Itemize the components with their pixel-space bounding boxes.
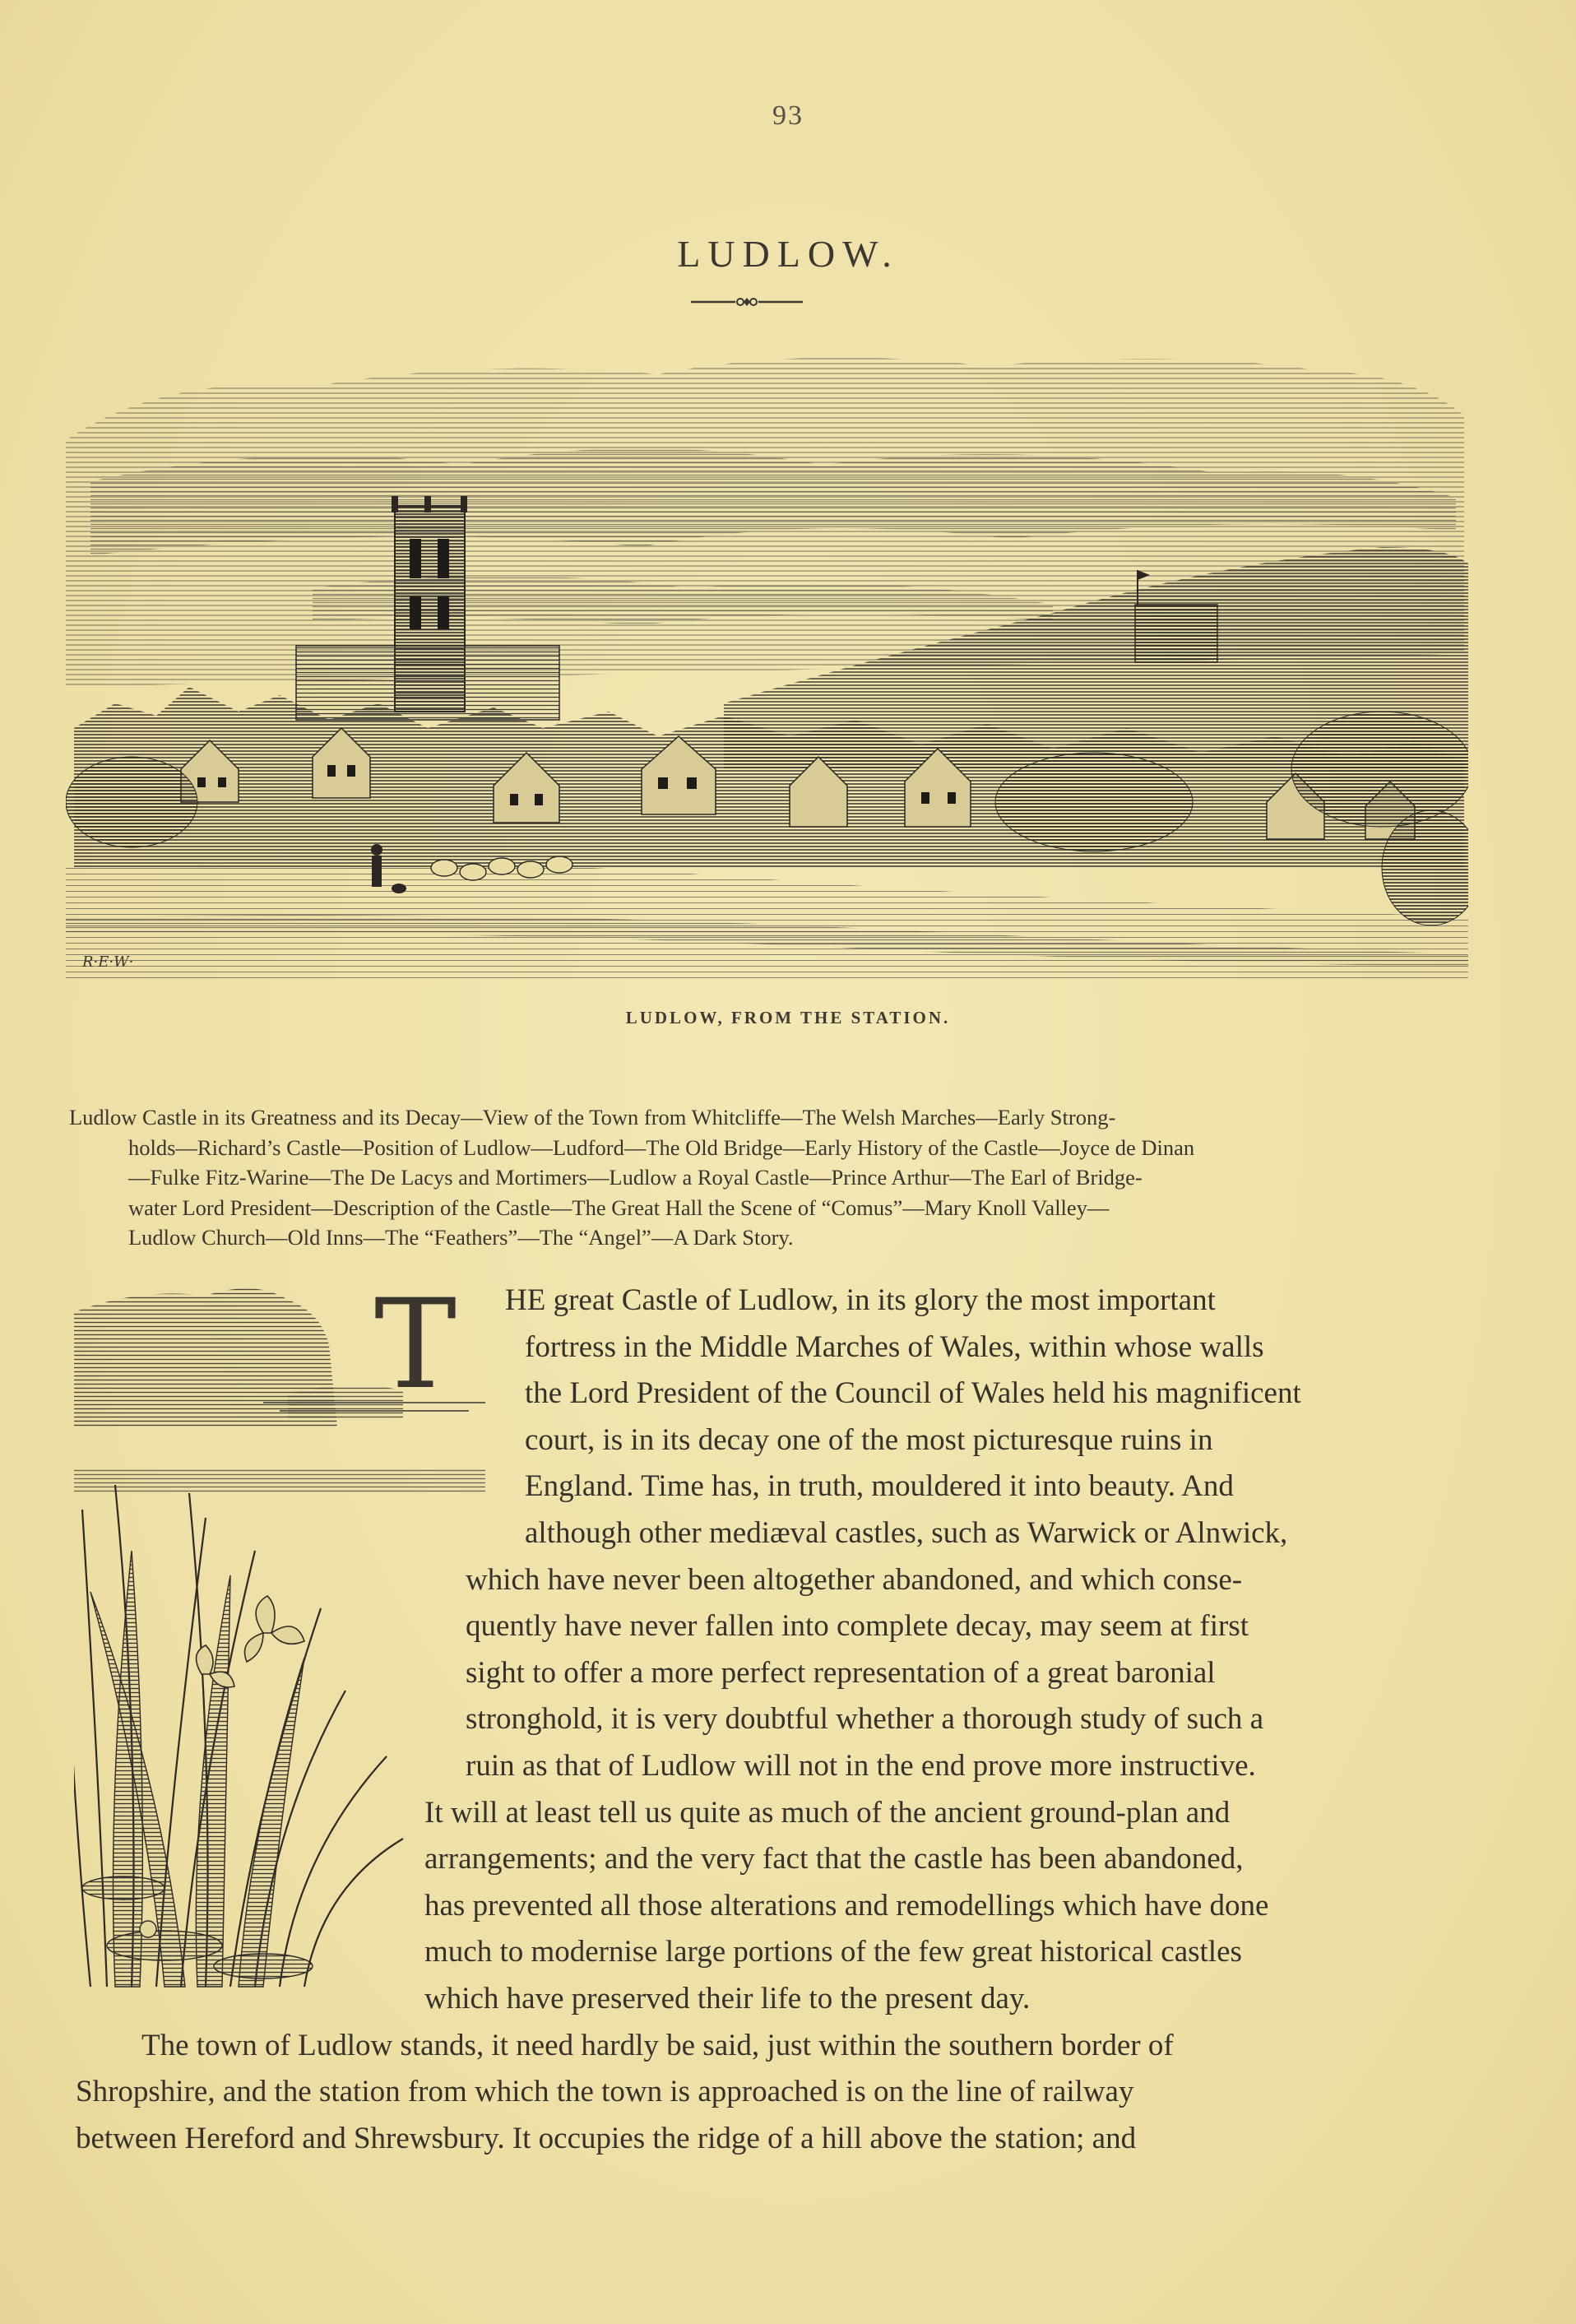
body-text-line: although other mediæval castles, such as Warwick or Alnwick, [525, 1516, 1288, 1550]
body-text-line: much to modernise large portions of the few great historical castles [424, 1935, 1242, 1969]
body-text-line: Shropshire, and the station from which the town is approached is on the line of railway [76, 2075, 1134, 2109]
body-text-line: sight to offer a more perfect representation of a great baronial [466, 1655, 1216, 1690]
body-text-line: court, is in its decay one of the most picturesque ruins in [525, 1422, 1213, 1457]
engraving-ludlow-from-station [66, 341, 1468, 983]
summary-line: holds—Richard’s Castle—Position of Ludlow—Ludford—The Old Bridge—Early History of the Castle—Joyce de Dinan [128, 1134, 1195, 1160]
page-title: LUDLOW. [677, 233, 899, 275]
page-number: 93 [772, 100, 804, 131]
svg-text:R·E·W·: R·E·W· [82, 953, 134, 971]
body-text-line: HE great Castle of Ludlow, in its glory the most important [505, 1283, 1216, 1317]
illustration-caption: LUDLOW, FROM THE STATION. [625, 1008, 951, 1027]
body-text-line: England. Time has, in truth, mouldered it into beauty. And [525, 1469, 1234, 1504]
summary-line: Ludlow Castle in its Greatness and its Decay—View of the Town from Whitcliffe—The Welsh Marches—Early Strong- [69, 1105, 1116, 1130]
title-ornament [689, 290, 804, 314]
summary-line: —Fulke Fitz-Warine—The De Lacys and Mortimers—Ludlow a Royal Castle—Prince Arthur—The Earl of Bridge- [128, 1165, 1143, 1190]
drop-cap-letter: T [374, 1273, 457, 1417]
body-text-line: The town of Ludlow stands, it need hardly be said, just within the southern border of [141, 2028, 1174, 2062]
body-text-line: has prevented all those alterations and remodellings which have done [424, 1888, 1269, 1923]
body-text-line: ruin as that of Ludlow will not in the end prove more instructive. [466, 1749, 1256, 1783]
body-text-line: quently have never fallen into complete decay, may seem at first [466, 1609, 1249, 1644]
summary-line: water Lord President—Description of the Castle—The Great Hall the Scene of “Comus”—Mary Knoll Valley— [128, 1194, 1110, 1220]
chapter-summary [69, 1102, 1467, 1253]
body-text-line: It will at least tell us quite as much of the ancient ground-plan and [424, 1795, 1231, 1830]
body-text-line: the Lord President of the Council of Wales held his magnificent [525, 1376, 1301, 1411]
summary-line: Ludlow Church—Old Inns—The “Feathers”—The “Angel”—A Dark Story. [128, 1225, 794, 1250]
body-text-line: stronghold, it is very doubtful whether a thorough study of such a [466, 1702, 1264, 1737]
body-text-line: fortress in the Middle Marches of Wales, within whose walls [525, 1329, 1264, 1364]
body-text-line: which have preserved their life to the present day. [424, 1982, 1031, 2016]
body-text-line: which have never been altogether abandoned, and which conse- [466, 1562, 1243, 1597]
body-text-line: between Hereford and Shrewsbury. It occupies the ridge of a hill above the station; and [76, 2121, 1137, 2155]
body-text-line: arrangements; and the very fact that the castle has been abandoned, [424, 1842, 1244, 1876]
